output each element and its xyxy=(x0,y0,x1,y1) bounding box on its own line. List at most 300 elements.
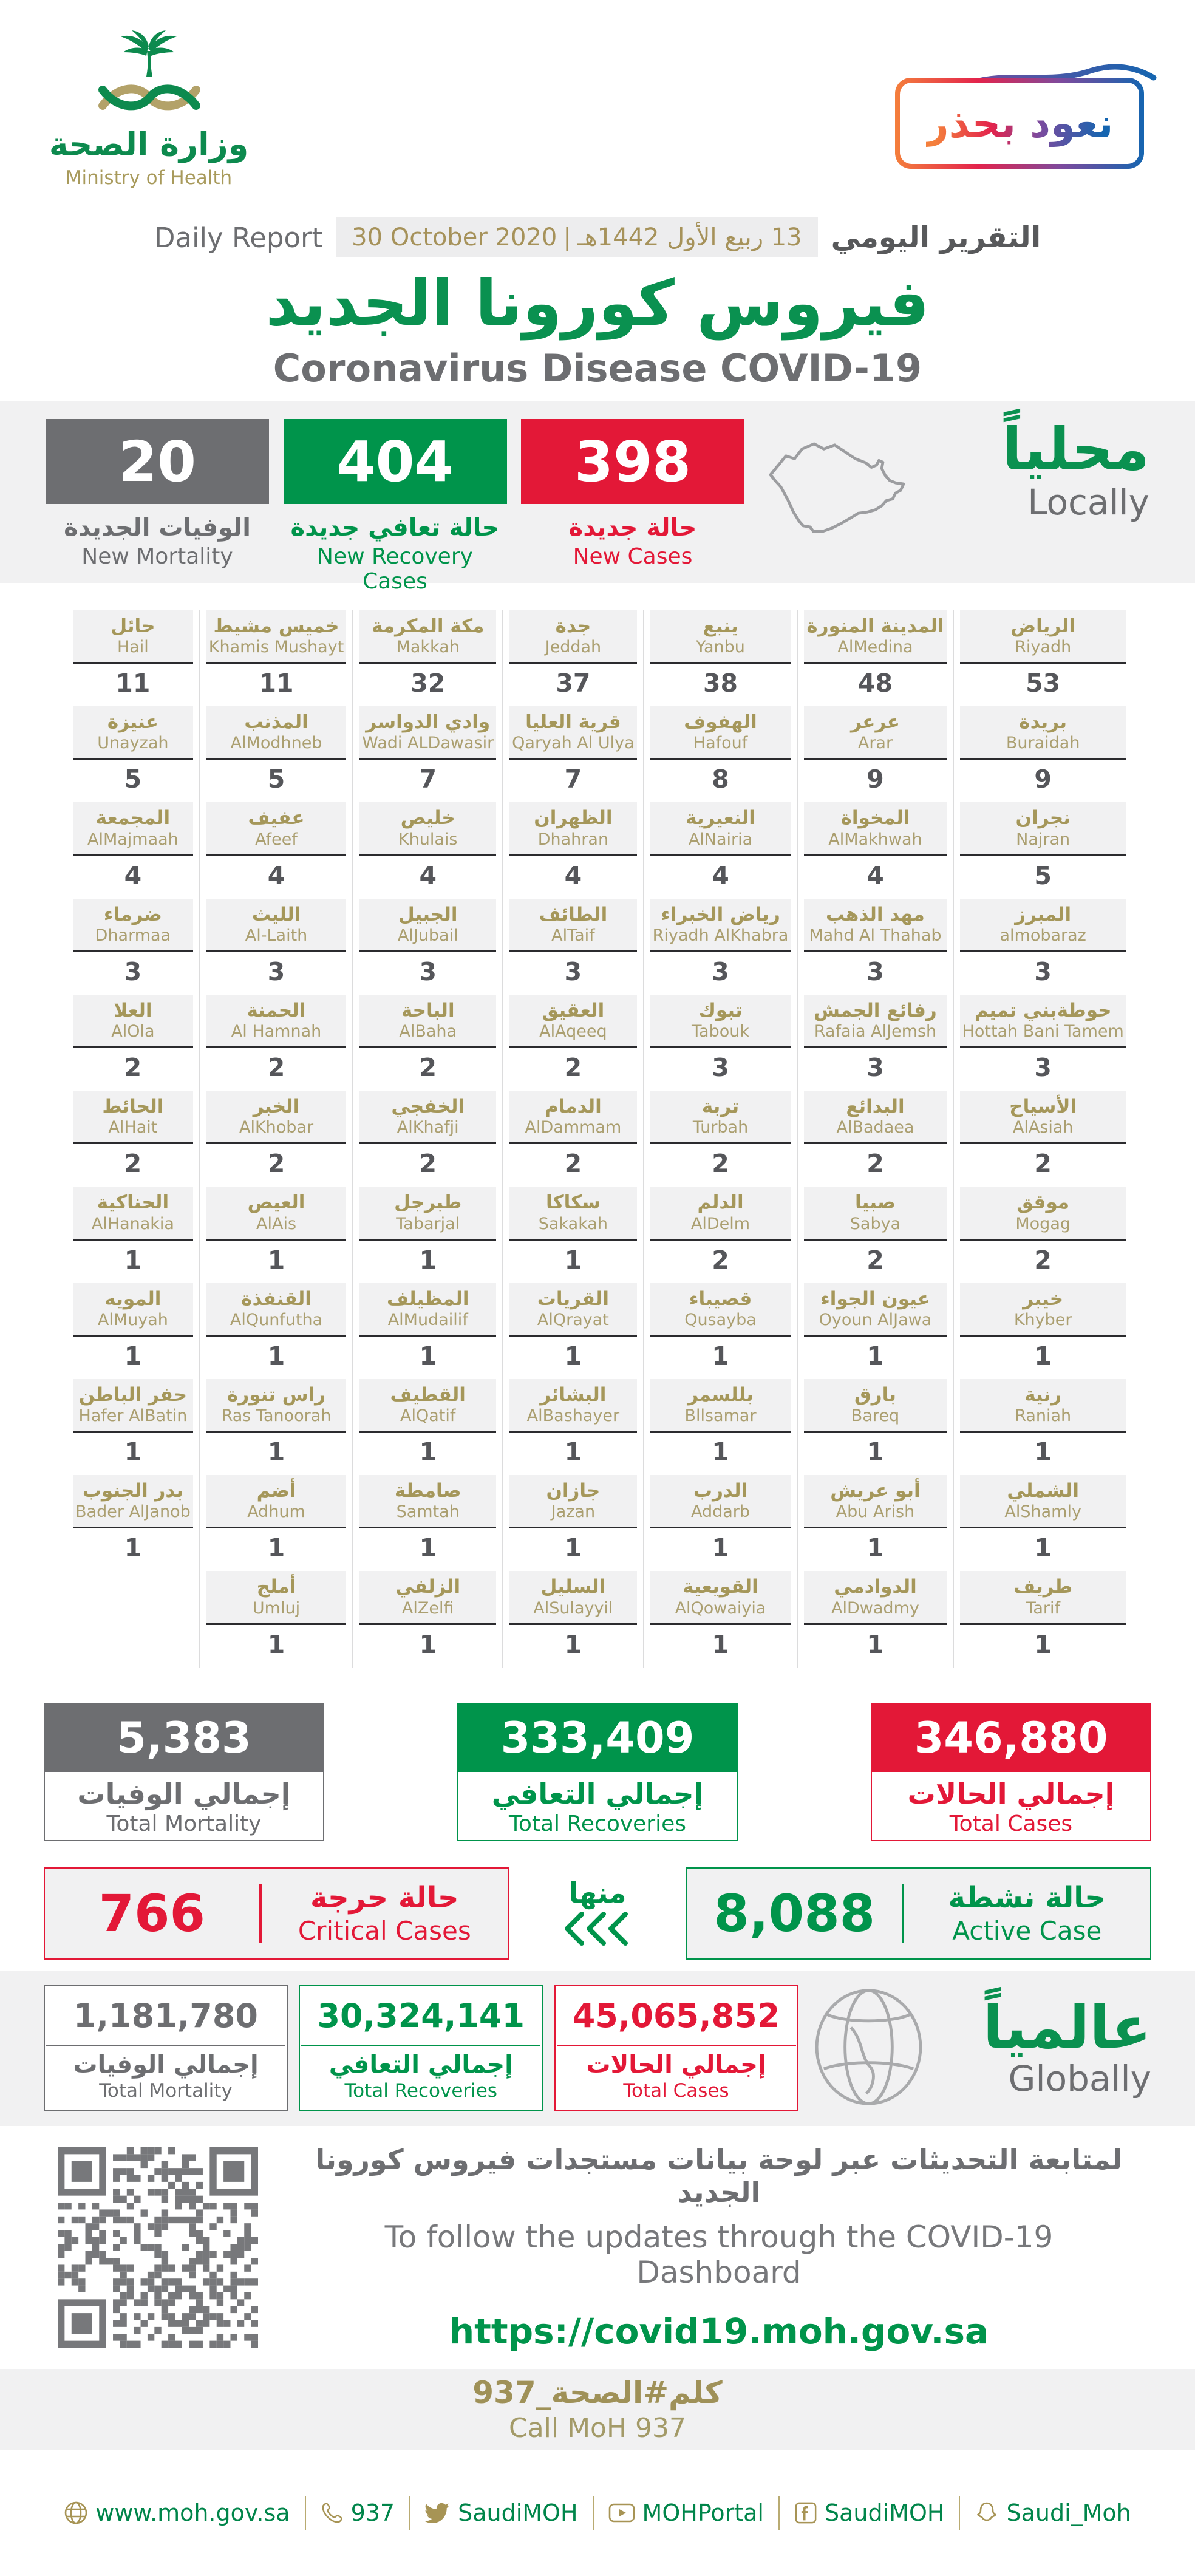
city-cell xyxy=(650,995,791,1082)
city-cell xyxy=(359,995,496,1082)
snapchat-icon xyxy=(975,2501,999,2524)
city-name-chip xyxy=(804,1091,946,1144)
city-new-cases: 4 xyxy=(712,860,729,890)
city-new-cases: 53 xyxy=(1026,669,1061,698)
city-new-cases: 4 xyxy=(419,860,437,890)
city-name-chip xyxy=(206,1091,347,1144)
city-name-arabic: القطيف xyxy=(390,1383,466,1406)
city-cell xyxy=(206,1283,347,1371)
city-name-english: AlAqeeq xyxy=(539,1022,607,1041)
city-name-english: AlZelfi xyxy=(401,1598,454,1618)
city-name-arabic: الحائط xyxy=(102,1095,164,1118)
city-name-english: Al Hamnah xyxy=(231,1022,322,1041)
city-name-arabic: خليص xyxy=(400,807,455,830)
city-name-chip xyxy=(509,1475,636,1528)
city-new-cases: 1 xyxy=(419,1629,437,1659)
city-name-english: Al-Laith xyxy=(245,925,308,945)
city-name-english: AlMuyah xyxy=(97,1310,168,1329)
city-cell xyxy=(359,1283,496,1371)
city-name-arabic: الباحة xyxy=(401,999,455,1021)
saudi-arabia-map-icon xyxy=(759,419,917,557)
city-new-cases: 1 xyxy=(267,1245,285,1275)
city-name-arabic: رياض الخبراء xyxy=(661,903,780,925)
city-cell xyxy=(960,1571,1126,1658)
city-name-chip xyxy=(960,1571,1126,1624)
city-cell xyxy=(804,1475,946,1562)
city-name-english: AlSulayyil xyxy=(533,1598,613,1618)
city-name-chip xyxy=(960,1187,1126,1240)
city-name-chip xyxy=(960,610,1126,664)
city-new-cases: 2 xyxy=(866,1149,884,1179)
city-name-chip xyxy=(650,1187,791,1240)
city-name-chip xyxy=(359,1187,496,1240)
city-name-english: Samtah xyxy=(396,1502,460,1522)
city-name-english: Hottah Bani Tamem xyxy=(962,1022,1124,1041)
city-new-cases: 1 xyxy=(419,1341,437,1371)
city-cell xyxy=(650,899,791,986)
city-name-chip xyxy=(73,899,193,952)
local-stats-panel xyxy=(0,401,1195,594)
city-name-arabic: المظيلف xyxy=(386,1287,469,1310)
city-cell xyxy=(206,706,347,794)
city-cell xyxy=(73,1283,193,1371)
city-name-english: AlKhobar xyxy=(239,1118,314,1137)
city-new-cases: 32 xyxy=(410,669,446,698)
city-name-chip xyxy=(73,995,193,1048)
city-cell xyxy=(650,1283,791,1371)
city-new-cases: 3 xyxy=(124,956,142,986)
city-name-chip xyxy=(73,1475,193,1528)
city-name-english: AlMakhwah xyxy=(828,830,922,849)
city-name-english: Hail xyxy=(117,638,149,657)
city-cell xyxy=(960,1187,1126,1274)
city-name-english: Hafouf xyxy=(693,734,748,753)
city-name-english: AlOla xyxy=(111,1022,155,1041)
city-new-cases: 8 xyxy=(712,765,729,794)
badge-label: نعود بحذر xyxy=(925,100,1114,147)
city-name-arabic: بدر الجنوب xyxy=(82,1480,183,1502)
city-name-chip xyxy=(359,1091,496,1144)
critical-cases-card: 766 حالة حرجة Critical Cases xyxy=(44,1867,509,1960)
city-name-chip xyxy=(73,1091,193,1144)
city-name-chip xyxy=(960,899,1126,952)
city-cell xyxy=(206,995,347,1082)
city-name-arabic: الهفوف xyxy=(684,711,757,734)
city-name-english: Mahd Al Thahab xyxy=(809,925,942,945)
city-cell xyxy=(650,1379,791,1467)
snapchat-link[interactable]: Saudi_Moh xyxy=(975,2499,1131,2526)
city-new-cases: 2 xyxy=(564,1053,582,1083)
page-title-arabic: فيروس كورونا الجديد xyxy=(265,266,930,340)
city-name-chip xyxy=(804,1571,946,1624)
report-date: 30 October 2020 | 13 ربيع الأول 1442هـ xyxy=(336,217,817,257)
city-name-arabic: عفيف xyxy=(248,807,305,830)
city-name-chip xyxy=(650,706,791,760)
website-link[interactable]: www.moh.gov.sa xyxy=(64,2499,290,2526)
title-block xyxy=(0,200,1195,401)
city-cell xyxy=(804,1187,946,1274)
dashboard-url-link[interactable]: https://covid19.moh.gov.sa xyxy=(449,2310,989,2352)
city-name-english: AlMedina xyxy=(837,638,913,657)
city-name-chip xyxy=(650,1475,791,1528)
footer-contact-bar xyxy=(0,2450,1195,2576)
city-name-english: Addarb xyxy=(690,1502,751,1522)
city-name-english: Makkah xyxy=(396,638,460,657)
city-name-chip xyxy=(206,610,347,664)
city-name-english: AlDwadmy xyxy=(831,1598,919,1618)
city-new-cases: 1 xyxy=(267,1341,285,1371)
city-cell xyxy=(359,1091,496,1178)
city-cell xyxy=(804,610,946,698)
city-name-english: Turbah xyxy=(692,1118,749,1137)
city-cell xyxy=(359,610,496,698)
city-cell xyxy=(960,1091,1126,1178)
city-name-english: Abu Arish xyxy=(836,1502,915,1522)
city-new-cases: 9 xyxy=(1034,765,1052,794)
new-cases-value: 398 xyxy=(574,429,692,494)
city-cell xyxy=(359,1187,496,1274)
city-new-cases: 1 xyxy=(564,1533,582,1563)
city-name-english: AlQrayat xyxy=(537,1310,609,1329)
daily-report-arabic: التقرير اليومي xyxy=(831,220,1041,254)
city-name-arabic: بريدة xyxy=(1019,711,1067,734)
city-name-chip xyxy=(359,1571,496,1624)
city-name-arabic: الرياض xyxy=(1010,615,1075,637)
dashboard-line-english: To follow the updates through the COVID-19 Dashboard xyxy=(384,2219,1054,2290)
city-name-chip xyxy=(509,1283,636,1337)
city-name-arabic: الشملي xyxy=(1007,1480,1079,1502)
city-name-chip xyxy=(73,1379,193,1433)
city-cell xyxy=(509,1379,636,1467)
city-new-cases: 1 xyxy=(866,1533,884,1563)
city-name-arabic: السليل xyxy=(540,1576,606,1598)
page-title-english: Coronavirus Disease COVID-19 xyxy=(273,346,922,390)
city-name-arabic: ضرماء xyxy=(103,903,162,925)
city-name-chip xyxy=(73,1187,193,1240)
city-cell xyxy=(73,802,193,890)
city-name-english: Adhum xyxy=(247,1502,305,1522)
city-new-cases: 4 xyxy=(564,860,582,890)
city-cell xyxy=(206,1379,347,1467)
city-name-chip xyxy=(73,610,193,664)
city-name-english: Qusayba xyxy=(684,1310,757,1329)
twitter-link[interactable]: SaudiMOH xyxy=(425,2499,577,2526)
city-name-english: Tabouk xyxy=(692,1022,749,1041)
city-name-chip xyxy=(960,995,1126,1048)
city-name-chip xyxy=(804,995,946,1048)
city-name-english: AlBadaea xyxy=(836,1118,914,1137)
city-name-chip xyxy=(206,995,347,1048)
city-name-chip xyxy=(804,1379,946,1433)
city-cell xyxy=(73,1475,193,1562)
city-name-chip xyxy=(804,802,946,856)
city-name-english: Bllsamar xyxy=(684,1406,757,1426)
city-name-arabic: مهد الذهب xyxy=(826,903,925,925)
city-name-arabic: الزلفي xyxy=(395,1576,461,1598)
city-name-english: Rafaia AlJemsh xyxy=(814,1022,937,1041)
city-name-english: Dharmaa xyxy=(95,925,171,945)
city-cell xyxy=(960,899,1126,986)
city-new-cases: 5 xyxy=(1034,860,1052,890)
city-new-cases: 38 xyxy=(703,669,738,698)
city-name-english: Riyadh AlKhabra xyxy=(652,925,789,945)
city-cell xyxy=(359,1475,496,1562)
city-cell xyxy=(73,706,193,794)
city-new-cases: 3 xyxy=(712,1053,729,1083)
city-name-chip xyxy=(206,899,347,952)
city-new-cases: 3 xyxy=(712,956,729,986)
city-cell xyxy=(960,1283,1126,1371)
city-column xyxy=(199,610,353,1668)
city-new-cases: 1 xyxy=(564,1341,582,1371)
city-new-cases: 1 xyxy=(1034,1341,1052,1371)
city-new-cases: 3 xyxy=(419,956,437,986)
city-name-english: AlMajmaah xyxy=(87,830,179,849)
globe-icon xyxy=(64,2501,88,2525)
dashboard-section xyxy=(0,2126,1195,2369)
city-new-cases: 11 xyxy=(115,669,151,698)
city-cell xyxy=(509,1475,636,1562)
city-name-arabic: عرعر xyxy=(851,711,900,734)
phone-link[interactable]: 937 xyxy=(321,2499,395,2526)
city-new-cases: 3 xyxy=(866,956,884,986)
city-name-arabic: النعيرية xyxy=(686,807,755,830)
city-name-chip xyxy=(509,1379,636,1433)
city-cell xyxy=(650,1571,791,1658)
city-name-chip xyxy=(359,995,496,1048)
return-with-caution-badge xyxy=(895,78,1144,169)
city-name-arabic: صامطة xyxy=(394,1480,461,1502)
city-new-cases: 3 xyxy=(1034,1053,1052,1083)
city-new-cases: 2 xyxy=(419,1149,437,1179)
facebook-link[interactable]: SaudiMOH xyxy=(794,2499,944,2526)
city-new-cases: 1 xyxy=(267,1533,285,1563)
global-stats-panel xyxy=(0,1971,1195,2126)
city-name-arabic: القريات xyxy=(537,1287,610,1310)
city-name-english: Khamis Mushayt xyxy=(208,638,344,657)
city-name-english: Jeddah xyxy=(545,638,602,657)
city-cell xyxy=(509,610,636,698)
report-line xyxy=(0,217,1195,257)
city-name-chip xyxy=(206,1379,347,1433)
city-name-english: AlHait xyxy=(108,1118,158,1137)
city-new-cases: 2 xyxy=(124,1149,142,1179)
city-name-arabic: المجمعة xyxy=(95,807,171,830)
youtube-icon xyxy=(608,2502,635,2524)
city-name-chip xyxy=(509,1091,636,1144)
city-cell xyxy=(804,706,946,794)
city-cell xyxy=(359,1379,496,1467)
city-name-chip xyxy=(650,899,791,952)
city-name-arabic: الطائف xyxy=(539,903,608,925)
city-name-chip xyxy=(804,899,946,952)
city-new-cases: 1 xyxy=(1034,1437,1052,1467)
qr-code xyxy=(58,2147,258,2348)
city-new-cases: 1 xyxy=(1034,1533,1052,1563)
city-name-chip xyxy=(359,1475,496,1528)
city-cell xyxy=(359,899,496,986)
city-new-cases: 4 xyxy=(866,860,884,890)
total-mortality-card: 5,383 إجمالي الوفيات Total Mortality xyxy=(44,1703,324,1841)
city-cell xyxy=(509,1571,636,1658)
city-name-english: AlBaha xyxy=(399,1022,457,1041)
city-name-arabic: خميس مشيط xyxy=(213,615,339,637)
city-name-arabic: الجبيل xyxy=(398,903,458,925)
city-name-chip xyxy=(960,1475,1126,1528)
city-name-arabic: أبو عريش xyxy=(830,1480,921,1502)
city-name-arabic: الخفجي xyxy=(391,1095,465,1118)
city-new-cases: 3 xyxy=(564,956,582,986)
city-name-english: Ras Tanoorah xyxy=(221,1406,332,1426)
moh-logo xyxy=(49,29,249,189)
critical-cases-value: 766 xyxy=(98,1883,205,1943)
city-cell xyxy=(509,1187,636,1274)
city-name-english: AlJubail xyxy=(397,925,458,945)
city-cell xyxy=(804,1283,946,1371)
city-cell xyxy=(206,1187,347,1274)
city-cell xyxy=(650,1187,791,1274)
city-name-arabic: الحناكية xyxy=(97,1191,169,1214)
city-cell xyxy=(650,1091,791,1178)
city-cell xyxy=(650,1475,791,1562)
city-name-arabic: الليث xyxy=(251,903,301,925)
phone-icon xyxy=(321,2501,344,2524)
city-name-english: Tarif xyxy=(1026,1598,1061,1618)
city-name-arabic: عيون الجواء xyxy=(820,1287,930,1310)
city-new-cases: 48 xyxy=(857,669,893,698)
city-new-cases: 2 xyxy=(419,1053,437,1083)
city-name-english: AlMudailif xyxy=(387,1310,468,1329)
city-cell xyxy=(73,995,193,1082)
city-cell xyxy=(206,610,347,698)
city-name-arabic: طبرجل xyxy=(394,1191,462,1214)
city-new-cases: 1 xyxy=(419,1533,437,1563)
city-name-chip xyxy=(960,1283,1126,1337)
city-name-english: Khyber xyxy=(1013,1310,1072,1329)
city-name-chip xyxy=(206,802,347,856)
city-new-cases: 4 xyxy=(267,860,285,890)
city-cell xyxy=(509,1091,636,1178)
city-name-english: Qaryah Al Ulya xyxy=(512,734,635,753)
city-name-english: Wadi ALDawasir xyxy=(362,734,494,753)
city-cell xyxy=(359,706,496,794)
city-name-english: AlQowaiyia xyxy=(675,1598,766,1618)
city-name-english: Oyoun AlJawa xyxy=(819,1310,932,1329)
totals-row xyxy=(0,1680,1195,1856)
city-name-english: AlModhneb xyxy=(230,734,322,753)
city-name-arabic: العيص xyxy=(247,1191,305,1214)
city-name-chip xyxy=(650,995,791,1048)
city-cell xyxy=(804,995,946,1082)
cities-grid xyxy=(0,583,1195,1680)
city-name-arabic: البدائع xyxy=(846,1095,905,1118)
city-name-chip xyxy=(650,802,791,856)
city-new-cases: 5 xyxy=(267,765,285,794)
global-recoveries-card: 30,324,141 إجمالي التعافي Total Recoveries xyxy=(299,1985,543,2111)
city-name-arabic: الدرب xyxy=(693,1480,748,1502)
city-new-cases: 1 xyxy=(712,1629,729,1659)
city-new-cases: 4 xyxy=(124,860,142,890)
city-name-arabic: الظهران xyxy=(534,807,613,830)
city-cell xyxy=(73,899,193,986)
city-cell xyxy=(206,1091,347,1178)
city-name-english: Yanbu xyxy=(696,638,745,657)
city-cell xyxy=(650,802,791,890)
city-new-cases: 2 xyxy=(1034,1149,1052,1179)
city-new-cases: 2 xyxy=(712,1245,729,1275)
city-name-chip xyxy=(73,706,193,760)
globe-outline-icon xyxy=(809,1986,928,2110)
city-cell xyxy=(359,1571,496,1658)
city-name-english: AlQunfutha xyxy=(230,1310,323,1329)
menha-connector: منها xyxy=(561,1876,634,1951)
city-name-english: AlHanakia xyxy=(91,1214,174,1233)
new-recovery-stat: 404 حالة تعافي جديدة New Recovery Cases xyxy=(284,419,507,594)
new-cases-stat: 398 حالة جديدة New Cases xyxy=(521,419,744,569)
moh-palm-logo-icon xyxy=(85,111,213,123)
city-new-cases: 2 xyxy=(1034,1245,1052,1275)
triple-chevron-left-icon xyxy=(561,1909,634,1948)
dashboard-line-arabic: لمتابعة التحديثات عبر لوحة بيانات مستجدات فيروس كورونا الجديد xyxy=(315,2142,1123,2209)
city-name-arabic: القنفذة xyxy=(241,1287,312,1310)
city-new-cases: 11 xyxy=(259,669,294,698)
city-name-arabic: المذنب xyxy=(244,711,308,734)
new-mortality-stat: 20 الوفيات الجديدة New Mortality xyxy=(46,419,269,569)
city-column xyxy=(953,610,1132,1668)
city-name-arabic: المدينة المنورة xyxy=(806,615,944,637)
city-name-chip xyxy=(650,1571,791,1624)
logo-title-english: Ministry of Health xyxy=(65,167,233,189)
city-new-cases: 1 xyxy=(267,1629,285,1659)
city-name-english: AlKhafji xyxy=(397,1118,459,1137)
city-name-arabic: نجران xyxy=(1015,807,1071,830)
city-name-chip xyxy=(509,995,636,1048)
city-name-arabic: قرية العليا xyxy=(525,711,621,734)
globally-heading: عالمياً Globally xyxy=(982,1993,1151,2100)
city-cell xyxy=(509,1283,636,1371)
city-new-cases: 37 xyxy=(556,669,591,698)
city-new-cases: 3 xyxy=(1034,956,1052,986)
city-name-arabic: الدلم xyxy=(697,1191,744,1214)
youtube-link[interactable]: MOHPortal xyxy=(608,2499,764,2526)
city-cell xyxy=(960,995,1126,1082)
city-cell xyxy=(804,1091,946,1178)
city-cell xyxy=(509,802,636,890)
city-name-arabic: المبرز xyxy=(1015,903,1072,925)
city-name-arabic: الدوادمي xyxy=(834,1576,917,1598)
city-cell xyxy=(73,1379,193,1467)
city-name-arabic: حفر الباطن xyxy=(78,1383,188,1406)
city-new-cases: 7 xyxy=(419,765,437,794)
city-name-chip xyxy=(509,610,636,664)
city-name-chip xyxy=(960,802,1126,856)
city-new-cases: 2 xyxy=(124,1053,142,1083)
city-name-english: Arar xyxy=(857,734,893,753)
city-column xyxy=(67,610,199,1571)
city-new-cases: 1 xyxy=(564,1629,582,1659)
city-name-chip xyxy=(73,802,193,856)
city-new-cases: 2 xyxy=(267,1053,285,1083)
city-name-english: AlAis xyxy=(256,1214,297,1233)
city-name-english: AlTaif xyxy=(551,925,595,945)
city-name-chip xyxy=(206,706,347,760)
city-name-arabic: موقق xyxy=(1016,1191,1070,1214)
city-name-arabic: بللسمر xyxy=(687,1383,754,1406)
city-name-english: Bareq xyxy=(851,1406,900,1426)
city-name-arabic: البشائر xyxy=(540,1383,607,1406)
city-name-chip xyxy=(509,1187,636,1240)
city-new-cases: 1 xyxy=(124,1437,142,1467)
